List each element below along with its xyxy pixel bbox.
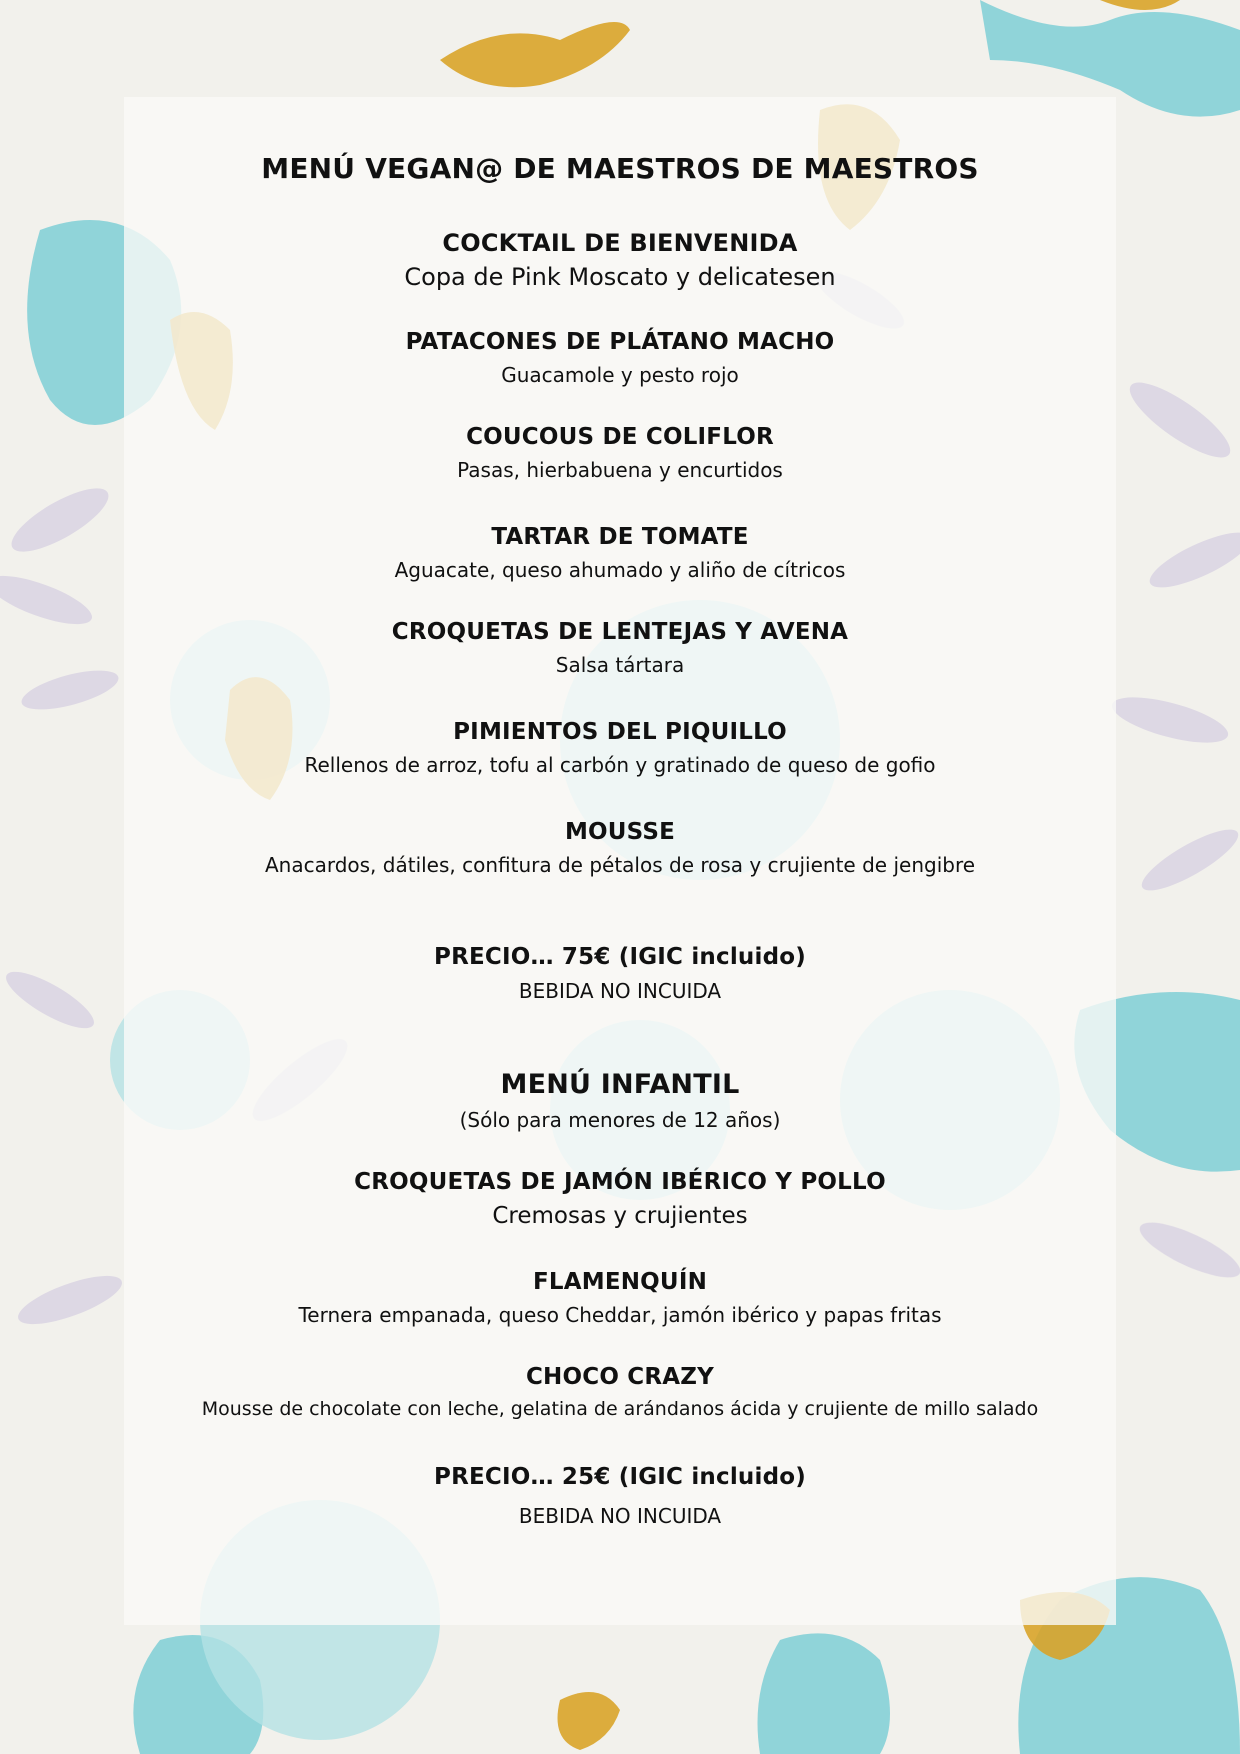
course-description: Anacardos, dátiles, confitura de pétalos de rosa y crujiente de jengibre [264,853,976,877]
course-name: COCKTAIL DE BIENVENIDA [442,229,798,257]
course-description: Salsa tártara [555,653,685,677]
course-name: FLAMENQUÍN [532,1269,708,1295]
course-name: CROQUETAS DE LENTEJAS Y AVENA [391,619,849,645]
kids-menu-subtitle: (Sólo para menores de 12 años) [459,1108,781,1132]
vegan-drink-note: BEBIDA NO INCUIDA [518,979,722,1003]
course-description: Mousse de chocolate con leche, gelatina de arándanos ácida y crujiente de millo salado [201,1398,1039,1420]
course-name: MOUSSE [564,819,676,845]
course-name: CROQUETAS DE JAMÓN IBÉRICO Y POLLO [354,1169,886,1195]
course-description: Aguacate, queso ahumado y aliño de cítricos [394,558,846,582]
course-name: PATACONES DE PLÁTANO MACHO [405,329,835,355]
course-description: Cremosas y crujientes [492,1203,748,1229]
course-name: CHOCO CRAZY [525,1364,715,1390]
course-description: Guacamole y pesto rojo [501,363,739,387]
course-name: PIMIENTOS DEL PIQUILLO [453,719,787,745]
kids-price: PRECIO… 25€ (IGIC incluido) [434,1464,806,1490]
course-description: Rellenos de arroz, tofu al carbón y gratinado de queso de gofio [304,753,936,777]
kids-drink-note: BEBIDA NO INCUIDA [518,1504,722,1528]
course-description: Pasas, hierbabuena y encurtidos [457,458,783,482]
vegan-price: PRECIO… 75€ (IGIC incluido) [434,944,806,970]
course-name: TARTAR DE TOMATE [491,524,749,550]
vegan-menu-title: MENÚ VEGAN@ DE MAESTROS DE MAESTROS [261,152,979,185]
course-description: Ternera empanada, queso Cheddar, jamón ibérico y papas fritas [298,1303,942,1327]
course-name: COUCOUS DE COLIFLOR [466,424,774,450]
kids-menu-title: MENÚ INFANTIL [500,1069,740,1100]
course-description: Copa de Pink Moscato y delicatesen [404,263,836,291]
menu-content [124,97,1116,1625]
